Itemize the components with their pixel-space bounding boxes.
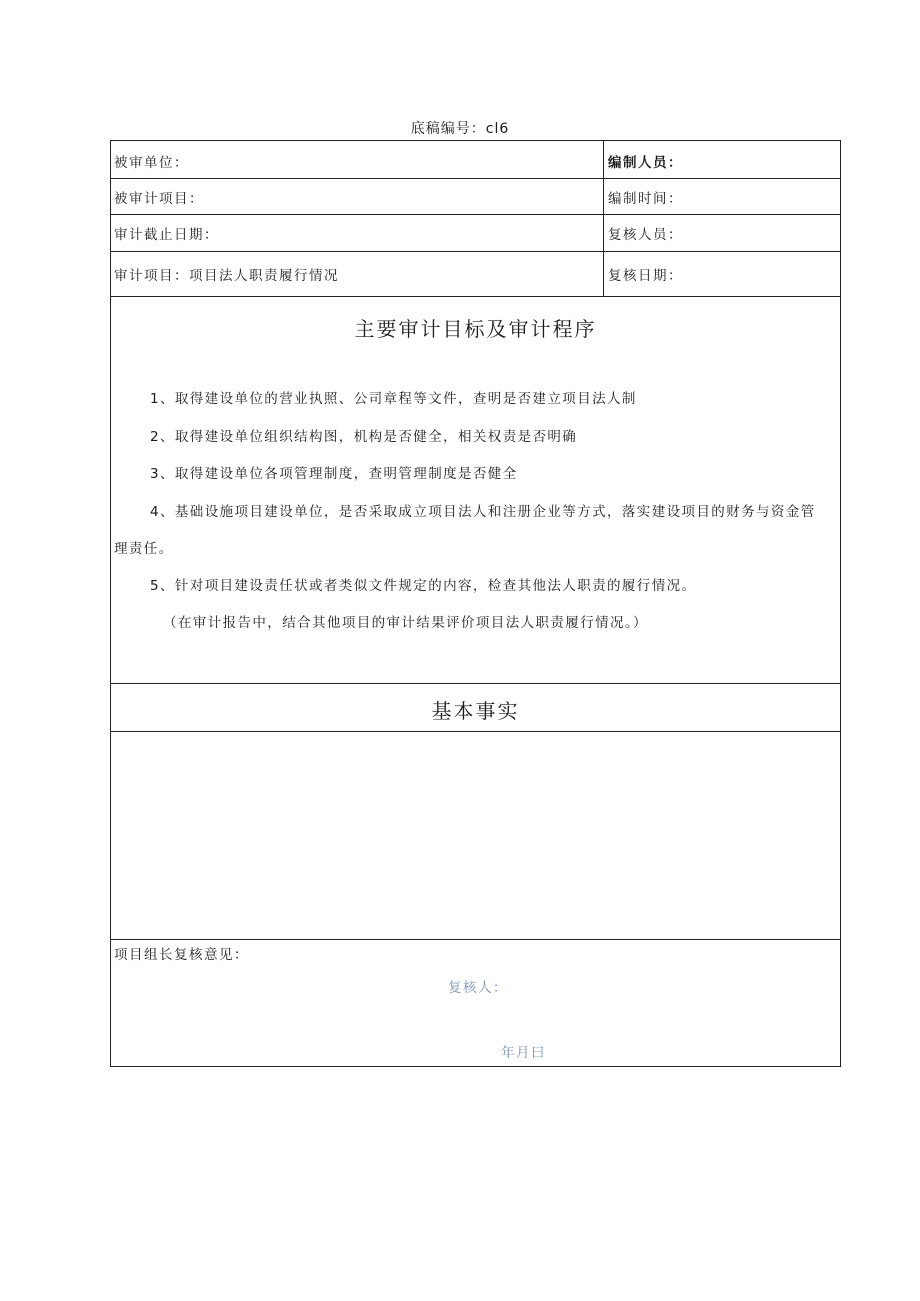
- audited-unit-field[interactable]: 被审单位：: [114, 155, 189, 171]
- reviewer-signature-label: 复核人：: [448, 980, 508, 996]
- leader-review-opinion-label: 项目组长复核意见：: [114, 947, 249, 963]
- column-divider: [603, 141, 604, 296]
- row-divider: [111, 214, 840, 215]
- review-date-field[interactable]: 复核日期：: [608, 268, 683, 284]
- row-divider: [111, 251, 840, 252]
- document-number: 底稿编号：cl6: [410, 121, 510, 137]
- reviewer-field[interactable]: 复核人员：: [608, 227, 683, 243]
- preparer-field[interactable]: 编制人员：: [608, 155, 683, 171]
- procedure-item: 2、取得建设单位组织结构图，机构是否健全，相关权责是否明确: [150, 429, 578, 445]
- procedure-item: 3、取得建设单位各项管理制度，查明管理制度是否健全: [150, 466, 518, 482]
- procedure-item-continuation: 理责任。: [114, 541, 174, 557]
- row-divider: [111, 178, 840, 179]
- row-divider: [111, 939, 840, 940]
- objectives-title: 主要审计目标及审计程序: [354, 317, 597, 341]
- prepare-time-field[interactable]: 编制时间：: [608, 191, 683, 207]
- review-date-label: 年月曰: [501, 1045, 546, 1061]
- audit-working-paper-form: [110, 140, 841, 1067]
- audit-subject-field[interactable]: 审计项目：项目法人职责履行情况: [114, 268, 339, 284]
- row-divider: [111, 296, 840, 297]
- basic-facts-title: 基本事实: [431, 699, 520, 723]
- cutoff-date-field[interactable]: 审计截止日期：: [114, 227, 219, 243]
- procedure-note: （在审计报告中，结合其他项目的审计结果评价项目法人职责履行情况。）: [163, 615, 648, 631]
- basic-facts-content-area[interactable]: [111, 732, 840, 938]
- procedure-item: 4、基础设施项目建设单位，是否采取成立项目法人和注册企业等方式，落实建设项目的财务与资金管: [150, 504, 816, 520]
- procedure-item: 1、取得建设单位的营业执照、公司章程等文件，查明是否建立项目法人制: [150, 391, 637, 407]
- row-divider: [111, 683, 840, 684]
- audit-item-field[interactable]: 被审计项目：: [114, 191, 204, 207]
- procedure-item: 5、针对项目建设责任状或者类似文件规定的内容，检查其他法人职责的履行情况。: [150, 578, 697, 594]
